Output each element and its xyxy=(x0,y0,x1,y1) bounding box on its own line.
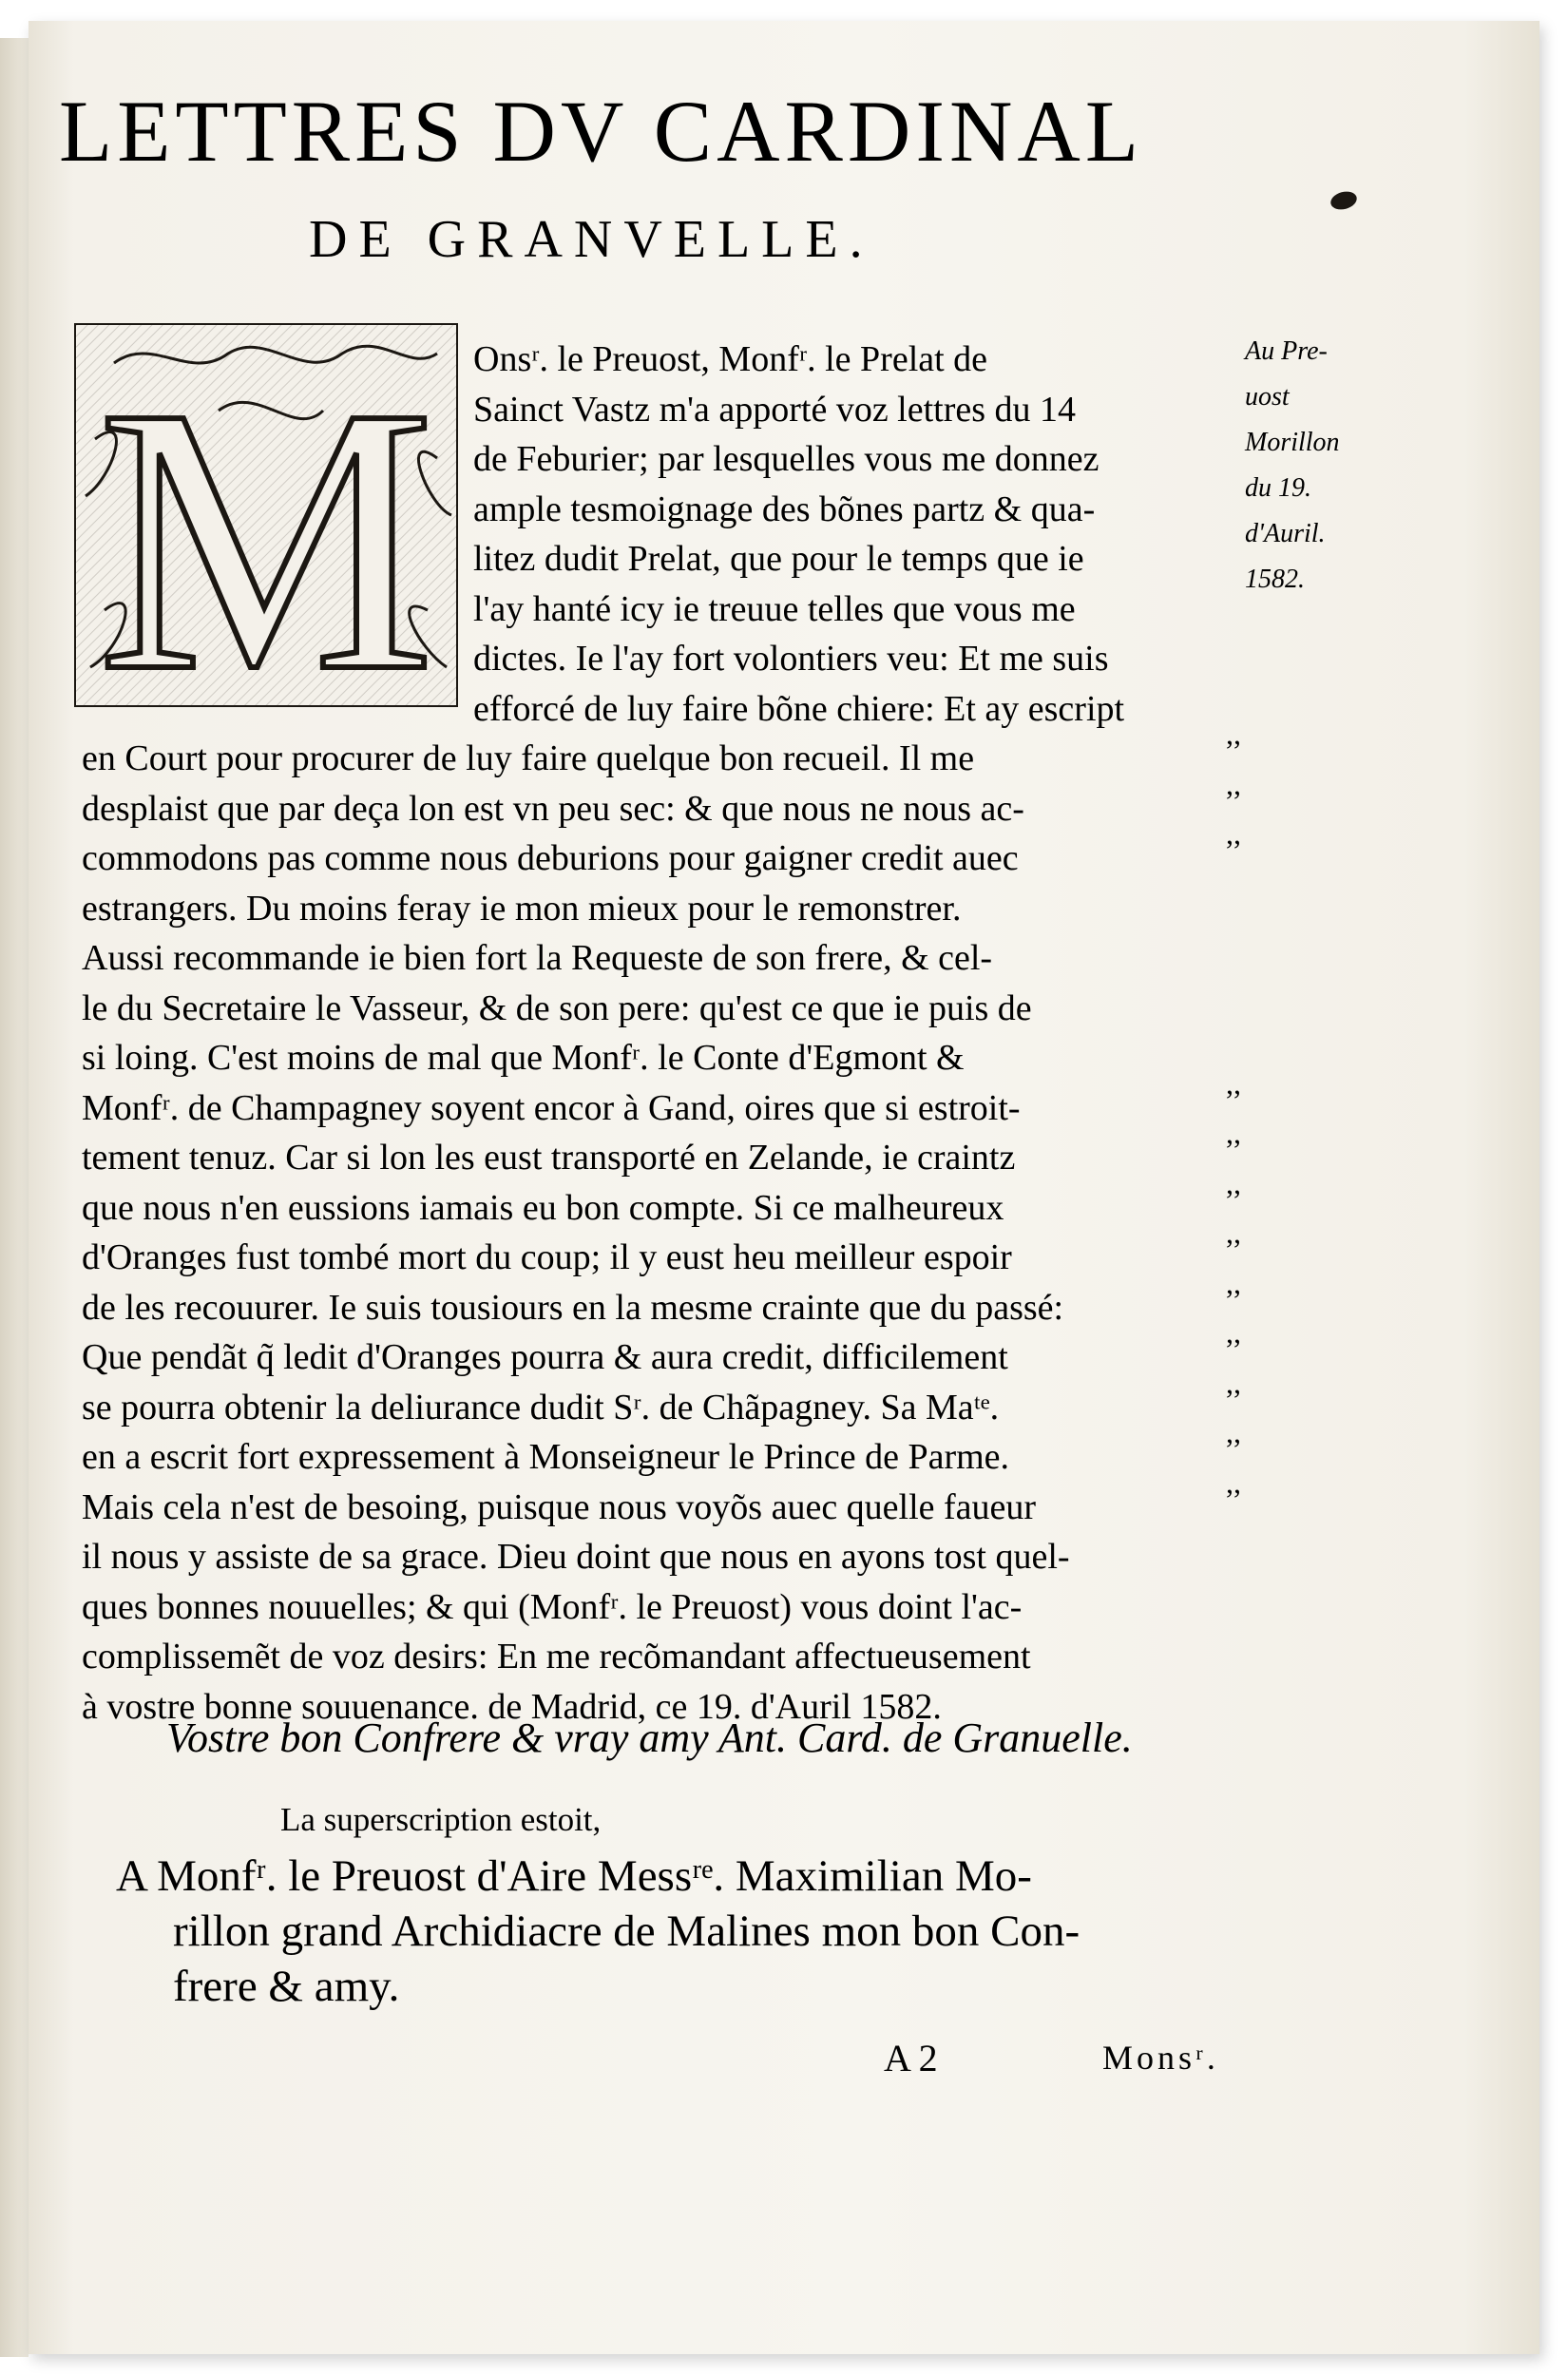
body-line: Mais cela n'est de besoing, puisque nous voyõs auec quelle faueur xyxy=(82,1486,1037,1527)
body-line: de Feburier; par lesquelles vous me donnez xyxy=(473,439,1100,479)
margin-note-line: 1582. xyxy=(1245,565,1305,594)
body-line: de les recouurer. Ie suis tousiours en la mesme crainte que du passé: xyxy=(82,1287,1064,1328)
margin-note xyxy=(1245,329,1387,603)
quotation-marks-column xyxy=(1226,709,1273,1507)
body-line: commodons pas comme nous deburions pour gaigner credit auec xyxy=(82,838,1019,878)
quote-mark: ,, xyxy=(1226,766,1241,801)
address-block xyxy=(116,1849,1285,2014)
page-title: LETTRES DV CARDINAL xyxy=(59,83,1144,180)
quote-mark: ,, xyxy=(1226,1216,1241,1250)
body-line: l'ay hanté icy ie treuue telles que vous me xyxy=(473,588,1076,629)
quote-mark: ,, xyxy=(1226,1365,1241,1400)
quote-mark: ,, xyxy=(1226,1116,1241,1150)
margin-note-line: Morillon xyxy=(1245,428,1340,457)
margin-note-line: d'Auril. xyxy=(1245,519,1326,548)
address-line: A Monfʳ. le Preuost d'Aire Messʳᵉ. Maximilian Mo- xyxy=(116,1851,1032,1901)
quote-mark xyxy=(1226,959,1273,1009)
quote-mark xyxy=(1226,909,1273,959)
body-line: en Court pour procurer de luy faire quelque bon recueil. Il me xyxy=(82,738,975,778)
signature-mark: A 2 xyxy=(884,2037,938,2079)
body-line: desplaist que par deça lon est vn peu sec: & que nous ne nous ac- xyxy=(82,788,1024,829)
body-line: tement tenuz. Car si lon les eust transporté en Zelande, ie craintz xyxy=(82,1138,1016,1178)
body-line: en a escrit fort expressement à Monseigneur le Prince de Parme. xyxy=(82,1437,1010,1477)
body-line: Aussi recommande ie bien fort la Requeste de son frere, & cel- xyxy=(82,938,993,978)
body-line: à vostre bonne souuenance. de Madrid, ce 19. d'Auril 1582. xyxy=(82,1686,942,1727)
quote-mark: ,, xyxy=(1226,1415,1241,1449)
quote-mark: ,, xyxy=(1226,1315,1241,1350)
margin-note-line: uost xyxy=(1245,382,1290,412)
quote-mark: ,, xyxy=(1226,717,1241,751)
address-line: frere & amy. xyxy=(173,1962,400,2011)
page-subtitle: DE GRANVELLE. xyxy=(309,210,874,269)
body-line: estrangers. Du moins feray ie mon mieux pour le remonstrer. xyxy=(82,888,962,929)
ink-blot xyxy=(1329,189,1359,213)
letter-body xyxy=(82,335,1251,1732)
body-line: se pourra obtenir la deliurance dudit Sʳ. de Chãpagney. Sa Maᵗᵉ. xyxy=(82,1387,1000,1428)
body-line: Sainct Vastz m'a apporté voz lettres du 14 xyxy=(473,389,1077,430)
quote-mark: ,, xyxy=(1226,1165,1241,1200)
superscription-label: La superscription estoit, xyxy=(280,1801,602,1838)
dropcap-letter: M xyxy=(97,329,435,705)
page-edge xyxy=(0,38,29,2357)
margin-note-line: Au Pre- xyxy=(1245,336,1328,366)
body-line: que nous n'en eussions iamais eu bon compte. Si ce malheureux xyxy=(82,1187,1004,1228)
quote-mark: ,, xyxy=(1226,1265,1241,1300)
letter-signature: Vostre bon Confrere & vray amy Ant. Card. de Granuelle. xyxy=(166,1715,1133,1761)
body-line: si loing. C'est moins de mal que Monfʳ. le Conte d'Egmont & xyxy=(82,1038,965,1078)
body-line: le du Secretaire le Vasseur, & de son pere: qu'est ce que ie puis de xyxy=(82,987,1032,1028)
body-line: Onsʳ. le Preuost, Monfʳ. le Prelat de xyxy=(473,339,988,379)
body-line: dictes. Ie l'ay fort volontiers veu: Et me suis xyxy=(473,639,1109,679)
quote-mark: ,, xyxy=(1226,816,1241,851)
body-line: efforcé de luy faire bõne chiere: Et ay escript xyxy=(473,688,1125,729)
body-line: ques bonnes nouuelles; & qui (Monfʳ. le Preuost) vous doint l'ac- xyxy=(82,1586,1023,1627)
catchword: Monsʳ. xyxy=(1102,2039,1219,2077)
body-line: il nous y assiste de sa grace. Dieu doint que nous en ayons tost quel- xyxy=(82,1537,1070,1577)
body-line: Monfʳ. de Champagney soyent encor à Gand, oires que si estroit- xyxy=(82,1087,1021,1128)
margin-note-line: du 19. xyxy=(1245,473,1311,503)
quote-mark: ,, xyxy=(1226,1465,1241,1500)
body-line: d'Oranges fust tombé mort du coup; il y eust heu meilleur espoir xyxy=(82,1237,1012,1277)
quote-mark xyxy=(1226,1008,1273,1059)
body-line: ample tesmoignage des bõnes partz & qua- xyxy=(473,489,1096,529)
body-line: Que pendãt q̃ ledit d'Oranges pourra & aura credit, difficilement xyxy=(82,1337,1008,1377)
address-line: rillon grand Archidiacre de Malines mon bon Con- xyxy=(173,1907,1080,1956)
quote-mark: ,, xyxy=(1226,1065,1241,1101)
body-line: complissemẽt de voz desirs: En me recõmandant affectueusement xyxy=(82,1637,1031,1677)
body-line: litez dudit Prelat, que pour le temps que ie xyxy=(473,539,1084,579)
quote-mark xyxy=(1226,859,1273,910)
